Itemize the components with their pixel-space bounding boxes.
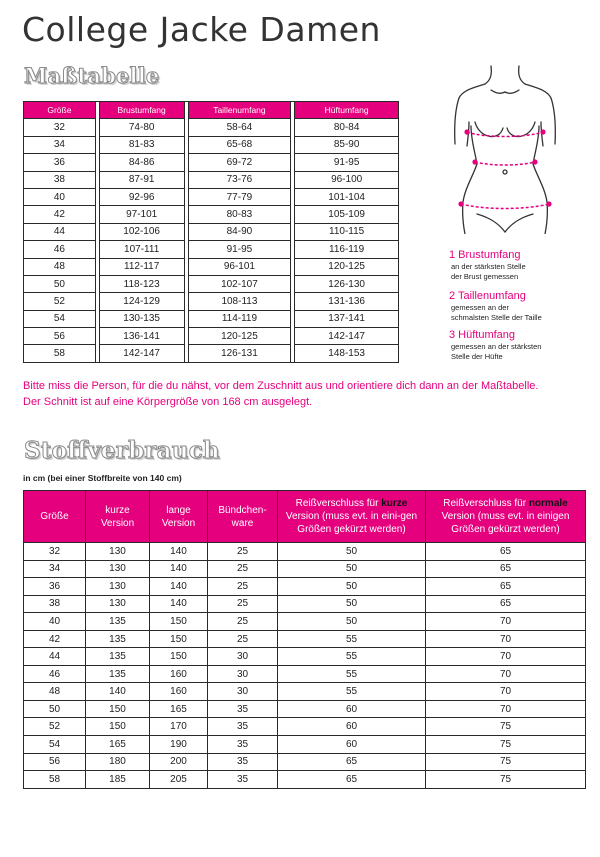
table-cell: 200 [150, 753, 208, 771]
table-row [24, 578, 586, 596]
table-cell: 55 [278, 648, 426, 666]
table-cell: 40 [24, 188, 96, 205]
table-cell: 75 [426, 736, 586, 754]
table-cell: 85-90 [295, 136, 399, 153]
table-row [24, 753, 586, 771]
table-cell: 46 [24, 241, 96, 258]
fabric-header-size: Größe [24, 491, 86, 543]
table-row [24, 718, 586, 736]
table-cell: 105-109 [295, 206, 399, 223]
table-cell: 25 [208, 543, 278, 561]
table-row [24, 171, 399, 188]
table-cell: 165 [86, 736, 150, 754]
table-cell: 135 [86, 630, 150, 648]
table-cell: 75 [426, 718, 586, 736]
table-row [24, 206, 399, 223]
table-cell: 126-130 [295, 275, 399, 292]
table-row [24, 736, 586, 754]
table-cell: 118-123 [99, 275, 184, 292]
table-cell: 114-119 [188, 310, 291, 327]
table-row [24, 188, 399, 205]
table-row [24, 119, 399, 136]
table-cell: 52 [24, 293, 96, 310]
table-cell: 54 [24, 310, 96, 327]
table-cell: 40 [24, 613, 86, 631]
table-cell: 80-83 [188, 206, 291, 223]
table-cell: 35 [208, 753, 278, 771]
fabric-heading: Stoffverbrauch [24, 437, 220, 464]
legend-hip [449, 329, 599, 361]
table-cell: 108-113 [188, 293, 291, 310]
table-cell: 135 [86, 648, 150, 666]
table-cell: 48 [24, 258, 96, 275]
table-cell: 140 [150, 578, 208, 596]
table-cell: 50 [24, 275, 96, 292]
table-cell: 65 [426, 560, 586, 578]
table-cell: 137-141 [295, 310, 399, 327]
fabric-header-cuff: Bündchen-ware [208, 491, 278, 543]
table-cell: 130-135 [99, 310, 184, 327]
table-cell: 140 [150, 595, 208, 613]
table-cell: 190 [150, 736, 208, 754]
table-cell: 58 [24, 345, 96, 362]
table-cell: 130 [86, 543, 150, 561]
fabric-header-zip-short: Reißverschluss für kurze Version (muss evt. in eini-gen Größen gekürzt werden) [278, 491, 426, 543]
table-cell: 91-95 [188, 241, 291, 258]
legend-hip-desc-2: Stelle der Hüfte [451, 351, 503, 361]
table-cell: 44 [24, 223, 96, 240]
table-cell: 150 [150, 613, 208, 631]
table-cell: 75 [426, 771, 586, 789]
table-cell: 130 [86, 578, 150, 596]
table-cell: 81-83 [99, 136, 184, 153]
table-cell: 54 [24, 736, 86, 754]
table-cell: 101-104 [295, 188, 399, 205]
table-cell: 140 [150, 560, 208, 578]
table-row [24, 223, 399, 240]
legend-waist-desc-2: schmalsten Stelle der Taille [451, 312, 542, 322]
table-cell: 50 [278, 595, 426, 613]
legend-waist-title: 2 Taillenumfang [449, 290, 526, 302]
legend-bust-desc-2: der Brust gemessen [451, 271, 519, 281]
table-cell: 69-72 [188, 154, 291, 171]
table-cell: 96-101 [188, 258, 291, 275]
table-row [24, 613, 586, 631]
measurement-table [23, 101, 399, 363]
table-row [24, 683, 586, 701]
table-cell: 32 [24, 119, 96, 136]
table-cell: 87-91 [99, 171, 184, 188]
measurement-heading: Maßtabelle [24, 63, 160, 88]
table-row [24, 771, 586, 789]
header-hip: Hüftumfang [295, 102, 399, 119]
table-cell: 65 [278, 753, 426, 771]
table-cell: 124-129 [99, 293, 184, 310]
table-cell: 70 [426, 683, 586, 701]
table-cell: 160 [150, 665, 208, 683]
table-cell: 38 [24, 595, 86, 613]
table-row [24, 560, 586, 578]
table-cell: 50 [278, 578, 426, 596]
header-bust: Brustumfang [99, 102, 184, 119]
table-cell: 25 [208, 578, 278, 596]
table-cell: 74-80 [99, 119, 184, 136]
table-cell: 50 [24, 700, 86, 718]
measurement-note [23, 378, 593, 410]
table-cell: 142-147 [99, 345, 184, 362]
fabric-table [23, 490, 586, 789]
legend-hip-title: 3 Hüftumfang [449, 329, 516, 341]
table-row [24, 648, 586, 666]
note-line-2: Der Schnitt ist auf eine Körpergröße von 168 cm ausgelegt. [23, 396, 313, 408]
table-cell: 25 [208, 613, 278, 631]
table-cell: 70 [426, 665, 586, 683]
table-cell: 32 [24, 543, 86, 561]
table-cell: 73-76 [188, 171, 291, 188]
table-cell: 36 [24, 578, 86, 596]
fabric-header-long: lange Version [150, 491, 208, 543]
table-cell: 185 [86, 771, 150, 789]
table-row [24, 154, 399, 171]
table-cell: 77-79 [188, 188, 291, 205]
table-row [24, 595, 586, 613]
table-cell: 50 [278, 560, 426, 578]
table-cell: 130 [86, 560, 150, 578]
table-cell: 126-131 [188, 345, 291, 362]
table-cell: 136-141 [99, 328, 184, 345]
legend-bust-desc-1: an der stärksten Stelle [451, 262, 526, 271]
table-row [24, 293, 399, 310]
note-line-1: Bitte miss die Person, für die du nähst, vor dem Zuschnitt aus und orientiere dich dann an der Maßtabelle. [23, 380, 539, 392]
table-cell: 34 [24, 560, 86, 578]
table-cell: 70 [426, 613, 586, 631]
table-cell: 35 [208, 700, 278, 718]
body-figure [445, 64, 565, 234]
table-cell: 148-153 [295, 345, 399, 362]
table-cell: 170 [150, 718, 208, 736]
table-cell: 150 [86, 700, 150, 718]
table-cell: 150 [150, 648, 208, 666]
table-row [24, 630, 586, 648]
legend-bust [449, 249, 599, 281]
table-cell: 84-86 [99, 154, 184, 171]
table-cell: 60 [278, 718, 426, 736]
legend-waist [449, 290, 599, 322]
table-cell: 42 [24, 630, 86, 648]
table-cell: 130 [86, 595, 150, 613]
table-cell: 142-147 [295, 328, 399, 345]
table-cell: 56 [24, 753, 86, 771]
table-cell: 44 [24, 648, 86, 666]
fabric-header-short: kurze Version [86, 491, 150, 543]
fabric-subnote: in cm (bei einer Stoffbreite von 140 cm) [23, 473, 182, 483]
table-cell: 110-115 [295, 223, 399, 240]
table-cell: 150 [150, 630, 208, 648]
table-cell: 58 [24, 771, 86, 789]
table-cell: 34 [24, 136, 96, 153]
table-cell: 56 [24, 328, 96, 345]
table-cell: 102-106 [99, 223, 184, 240]
table-cell: 96-100 [295, 171, 399, 188]
table-cell: 165 [150, 700, 208, 718]
table-cell: 160 [150, 683, 208, 701]
table-cell: 60 [278, 736, 426, 754]
table-row [24, 700, 586, 718]
table-cell: 30 [208, 648, 278, 666]
table-cell: 135 [86, 665, 150, 683]
table-cell: 180 [86, 753, 150, 771]
table-cell: 58-64 [188, 119, 291, 136]
table-row [24, 328, 399, 345]
table-cell: 35 [208, 736, 278, 754]
legend-bust-title: 1 Brustumfang [449, 249, 521, 261]
table-row [24, 275, 399, 292]
table-cell: 92-96 [99, 188, 184, 205]
table-cell: 65 [426, 543, 586, 561]
table-cell: 48 [24, 683, 86, 701]
table-row [24, 258, 399, 275]
table-cell: 84-90 [188, 223, 291, 240]
table-cell: 131-136 [295, 293, 399, 310]
table-cell: 80-84 [295, 119, 399, 136]
table-cell: 55 [278, 683, 426, 701]
table-cell: 35 [208, 718, 278, 736]
table-cell: 116-119 [295, 241, 399, 258]
measurement-header-row [24, 102, 399, 119]
table-cell: 120-125 [295, 258, 399, 275]
page-title: College Jacke Damen [22, 10, 381, 49]
table-cell: 112-117 [99, 258, 184, 275]
table-row [24, 543, 586, 561]
table-cell: 42 [24, 206, 96, 223]
table-cell: 120-125 [188, 328, 291, 345]
table-cell: 140 [150, 543, 208, 561]
table-cell: 135 [86, 613, 150, 631]
table-cell: 38 [24, 171, 96, 188]
table-cell: 205 [150, 771, 208, 789]
fabric-header-row [24, 491, 586, 543]
table-cell: 65-68 [188, 136, 291, 153]
table-row [24, 310, 399, 327]
header-waist: Taillenumfang [188, 102, 291, 119]
table-cell: 91-95 [295, 154, 399, 171]
table-cell: 75 [426, 753, 586, 771]
table-cell: 50 [278, 543, 426, 561]
table-cell: 55 [278, 630, 426, 648]
fabric-header-zip-normal: Reißverschluss für normale Version (muss evt. in einigen Größen gekürzt werden) [426, 491, 586, 543]
table-cell: 102-107 [188, 275, 291, 292]
table-cell: 30 [208, 665, 278, 683]
table-row [24, 345, 399, 362]
table-cell: 35 [208, 771, 278, 789]
table-cell: 60 [278, 700, 426, 718]
table-cell: 52 [24, 718, 86, 736]
table-row [24, 136, 399, 153]
table-cell: 65 [278, 771, 426, 789]
table-cell: 140 [86, 683, 150, 701]
table-cell: 70 [426, 648, 586, 666]
legend-hip-desc-1: gemessen an der stärksten [451, 342, 542, 351]
table-cell: 55 [278, 665, 426, 683]
table-cell: 150 [86, 718, 150, 736]
table-cell: 107-111 [99, 241, 184, 258]
table-cell: 30 [208, 683, 278, 701]
table-cell: 70 [426, 700, 586, 718]
table-row [24, 241, 399, 258]
header-size: Größe [24, 102, 96, 119]
table-cell: 65 [426, 578, 586, 596]
table-cell: 65 [426, 595, 586, 613]
table-cell: 25 [208, 630, 278, 648]
table-row [24, 665, 586, 683]
table-cell: 97-101 [99, 206, 184, 223]
table-cell: 36 [24, 154, 96, 171]
table-cell: 25 [208, 595, 278, 613]
table-cell: 70 [426, 630, 586, 648]
table-cell: 46 [24, 665, 86, 683]
legend-waist-desc-1: gemessen an der [451, 303, 509, 312]
table-cell: 50 [278, 613, 426, 631]
table-cell: 25 [208, 560, 278, 578]
